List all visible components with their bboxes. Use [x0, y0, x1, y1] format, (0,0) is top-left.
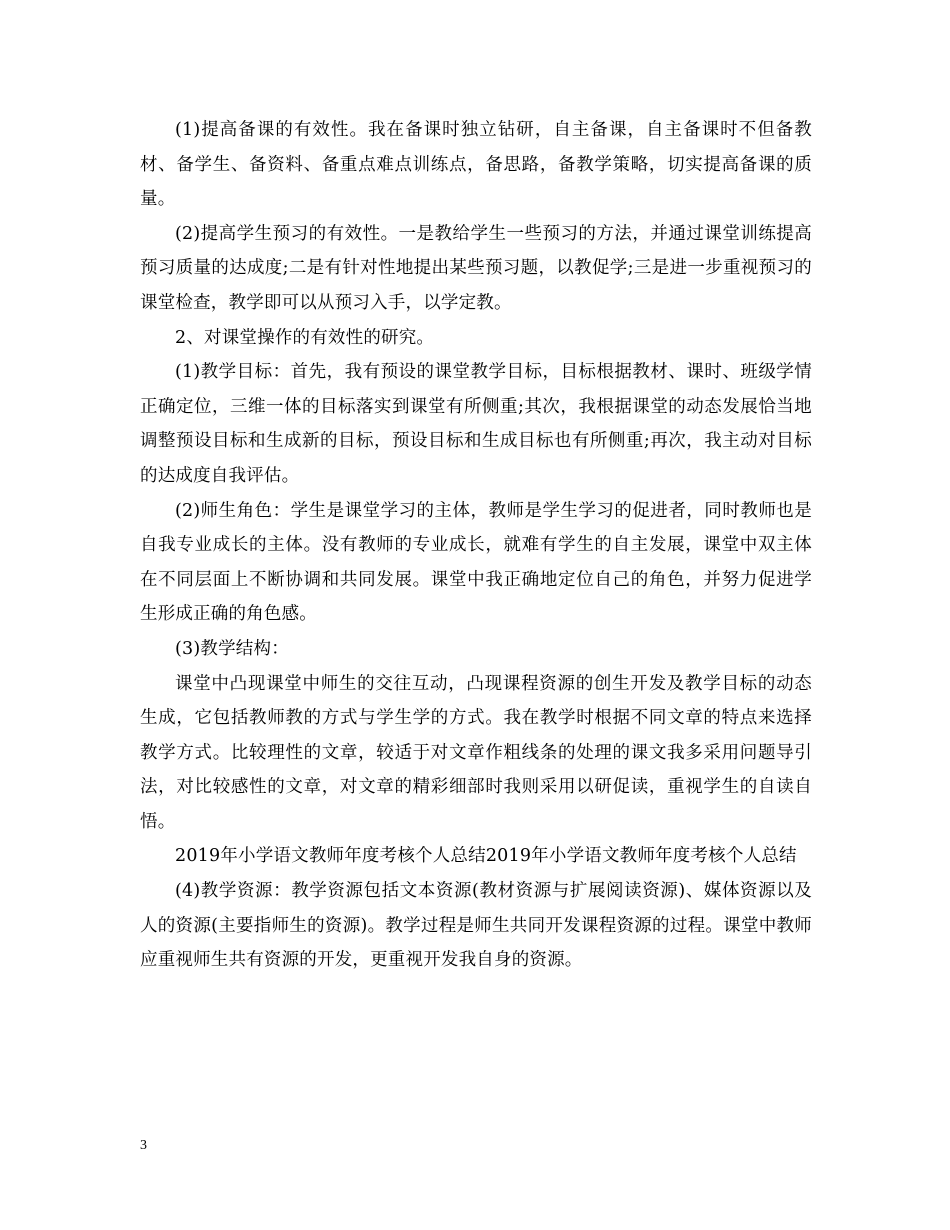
paragraph-preview-effectiveness: (2)提高学生预习的有效性。一是教给学生一些预习的方法，并通过课堂训练提高预习质量的达成度;二是有针对性地提出某些预习题，以教促学;三是进一步重视预习的课堂检查，教学即可以从预习入手，以学定教。: [140, 223, 812, 313]
paragraph-prep-effectiveness: (1)提高备课的有效性。我在备课时独立钻研，自主备课，自主备课时不但备教材、备学生、备资料、备重点难点训练点，备思路，备教学策略，切实提高备课的质量。: [140, 120, 812, 210]
paragraph-roles: (2)师生角色：学生是课堂学习的主体，教师是学生学习的促进者，同时教师也是自我专业成长的主体。没有教师的专业成长，就难有学生的自主发展，课堂中双主体在不同层面上不断协调和共同发展。课堂中我正确地定位自己的角色，并努力促进学生形成正确的角色感。: [140, 500, 812, 625]
paragraph-title-repeat: 2019年小学语文教师年度考核个人总结2019年小学语文教师年度考核个人总结: [175, 846, 797, 867]
page-number: 3: [140, 1138, 147, 1153]
paragraph-structure-heading: (3)教学结构：: [175, 638, 289, 659]
paragraph-section-heading: 2、对课堂操作的有效性的研究。: [175, 327, 435, 348]
document-body: [140, 113, 812, 978]
paragraph-teaching-goals: (1)教学目标：首先，我有预设的课堂教学目标，目标根据教材、课时、班级学情正确定位，三维一体的目标落实到课堂有所侧重;其次，我根据课堂的动态发展恰当地调整预设目标和生成新的目标，预设目标和生成目标也有所侧重;再次，我主动对目标的达成度自我评估。: [140, 362, 812, 486]
paragraph-resources: (4)教学资源：教学资源包括文本资源(教材资源与扩展阅读资源)、媒体资源以及人的资源(主要指师生的资源)。教学过程是师生共同开发课程资源的过程。课堂中教师应重视师生共有资源的开发，更重视开发我自身的资源。: [140, 881, 812, 971]
paragraph-structure-body: 课堂中凸现课堂中师生的交往互动，凸现课程资源的创生开发及教学目标的动态生成，它包括教师教的方式与学生学的方式。我在教学时根据不同文章的特点来选择教学方式。比较理性的文章，较适于对文章作粗线条的处理的课文我多采用问题导引法，对比较感性的文章，对文章的精彩细部时我则采用以研促读，重视学生的自读自悟。: [140, 673, 812, 832]
